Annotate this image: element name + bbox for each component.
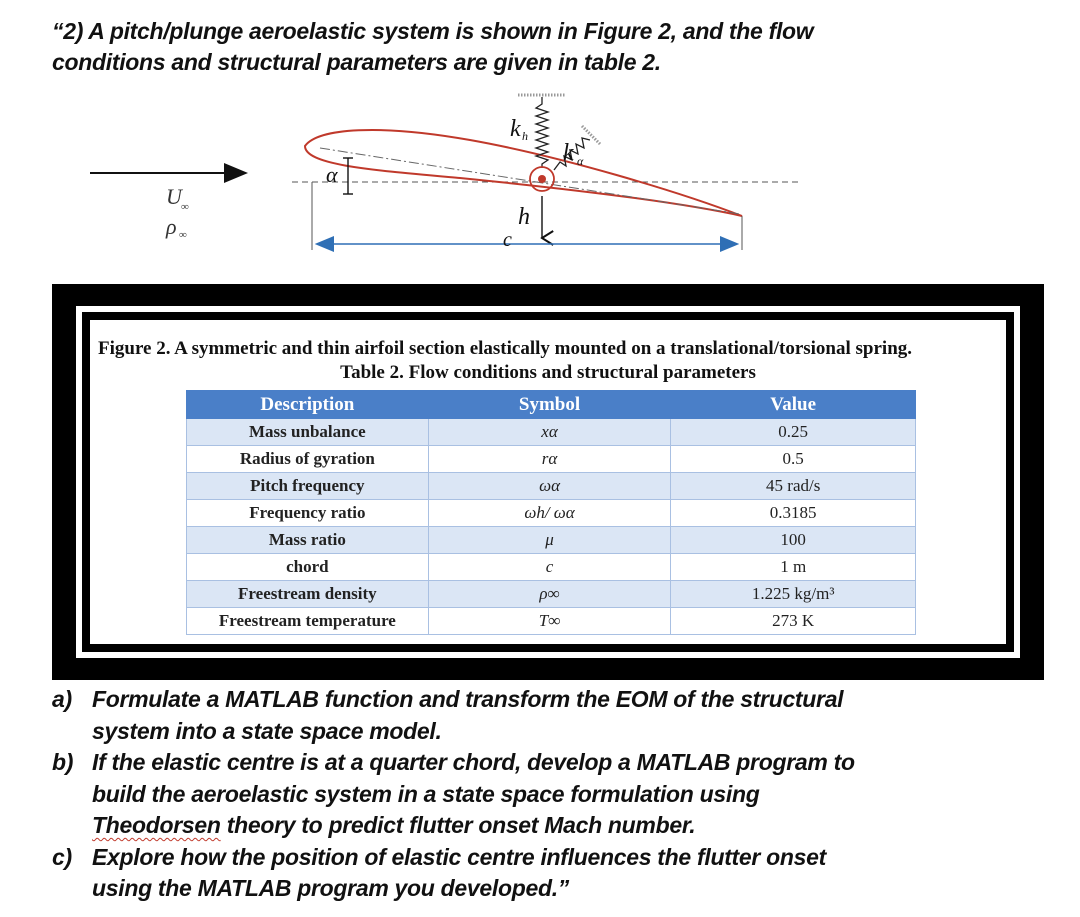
- row-description: Mass unbalance: [187, 419, 429, 446]
- row-value: 100: [671, 527, 916, 554]
- table-row: [187, 500, 916, 527]
- question-list: [52, 684, 1062, 905]
- row-description: chord: [187, 554, 429, 581]
- row-description: Radius of gyration: [187, 446, 429, 473]
- question-b-label: b): [52, 749, 74, 775]
- header-symbol: Symbol: [428, 391, 671, 419]
- row-description: Frequency ratio: [187, 500, 429, 527]
- rho-subscript: ∞: [179, 229, 187, 241]
- row-symbol: ρ∞: [428, 581, 671, 608]
- plunge-spring: [536, 97, 548, 168]
- table-frame: [52, 284, 1044, 680]
- table-row: [187, 608, 916, 635]
- table-header-row: [187, 391, 916, 419]
- question-b-line-3-rest: theory to predict flutter onset Mach number.: [220, 812, 696, 838]
- problem-intro: [52, 16, 1052, 78]
- question-a-line-1: Formulate a MATLAB function and transform the EOM of the structural: [92, 686, 844, 712]
- torsion-hatch: [582, 126, 600, 144]
- ka-subscript: α: [577, 154, 584, 168]
- row-description: Freestream density: [187, 581, 429, 608]
- row-value: 45 rad/s: [671, 473, 916, 500]
- figure-caption: Figure 2. A symmetric and thin airfoil section elastically mounted on a translational/torsional spring.: [98, 338, 913, 359]
- row-symbol: xα: [428, 419, 671, 446]
- table-row: [187, 419, 916, 446]
- table-row: [187, 581, 916, 608]
- header-value: Value: [671, 391, 916, 419]
- intro-line-2: conditions and structural parameters are given in table 2.: [52, 49, 661, 75]
- question-c: [52, 842, 1062, 905]
- alpha-label: α: [326, 162, 338, 187]
- header-description: Description: [187, 391, 429, 419]
- question-c-line-2: using the MATLAB program you developed.”: [92, 875, 569, 901]
- question-b-line-2: build the aeroelastic system in a state space formulation using: [92, 780, 760, 807]
- question-b: [52, 747, 1062, 842]
- c-label: c: [503, 229, 512, 251]
- table-row: [187, 473, 916, 500]
- row-value: 0.5: [671, 446, 916, 473]
- row-symbol: ωα: [428, 473, 671, 500]
- question-c-line-1: Explore how the position of elastic centre influences the flutter onset: [92, 843, 826, 870]
- row-description: Freestream temperature: [187, 608, 429, 635]
- elastic-axis-inner: [538, 175, 546, 183]
- question-b-line-1: If the elastic centre is at a quarter chord, develop a MATLAB program to: [92, 749, 855, 775]
- row-value: 1.225 kg/m³: [671, 581, 916, 608]
- table-panel: [90, 320, 1006, 644]
- question-a-line-2: system into a state space model.: [92, 717, 442, 744]
- intro-line-1: “2) A pitch/plunge aeroelastic system is shown in Figure 2, and the flow: [52, 18, 814, 44]
- table-row: [187, 554, 916, 581]
- kh-label: k: [510, 116, 521, 142]
- table-row: [187, 446, 916, 473]
- row-description: Pitch frequency: [187, 473, 429, 500]
- h-label: h: [518, 204, 530, 230]
- kh-subscript: h: [522, 129, 528, 143]
- row-description: Mass ratio: [187, 527, 429, 554]
- row-symbol: c: [428, 554, 671, 581]
- u-subscript: ∞: [181, 201, 189, 213]
- question-c-label: c): [52, 843, 72, 870]
- row-symbol: μ: [428, 527, 671, 554]
- question-a-label: a): [52, 686, 72, 712]
- row-symbol: T∞: [428, 608, 671, 635]
- row-value: 1 m: [671, 554, 916, 581]
- question-a: [52, 684, 1062, 747]
- table-caption: Table 2. Flow conditions and structural parameters: [340, 362, 756, 383]
- table-row: [187, 527, 916, 554]
- spellcheck-word: Theodorsen: [92, 812, 221, 838]
- question-b-line-3: [92, 810, 1062, 842]
- row-value: 273 K: [671, 608, 916, 635]
- u-label: U: [166, 184, 182, 209]
- row-symbol: rα: [428, 446, 671, 473]
- airfoil-figure: [0, 85, 1080, 275]
- parameters-table: [186, 390, 916, 635]
- ka-label: k: [563, 140, 574, 166]
- row-value: 0.25: [671, 419, 916, 446]
- row-symbol: ωh/ ωα: [428, 500, 671, 527]
- rho-label: ρ: [166, 214, 177, 239]
- row-value: 0.3185: [671, 500, 916, 527]
